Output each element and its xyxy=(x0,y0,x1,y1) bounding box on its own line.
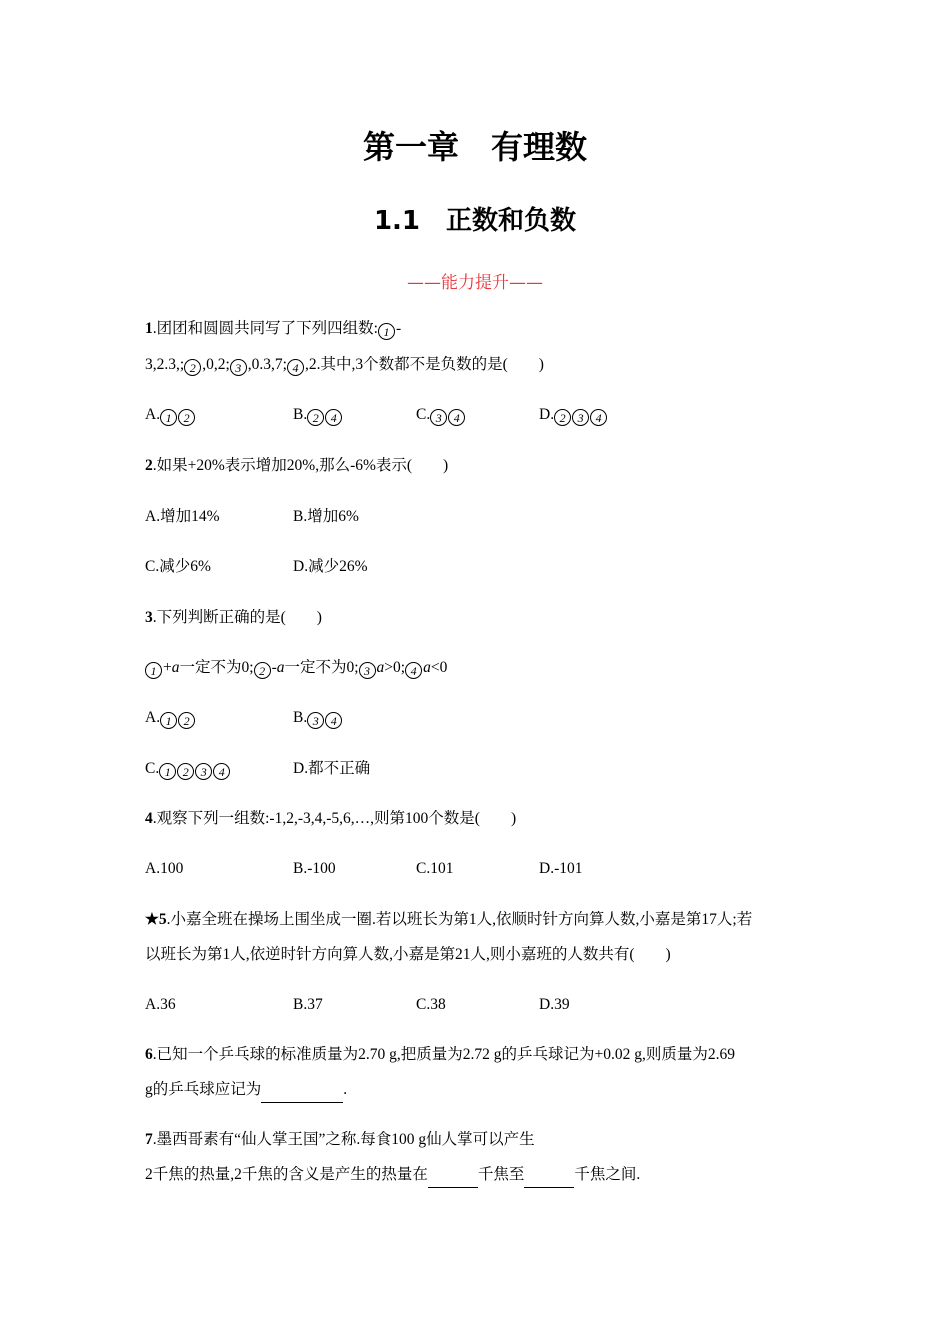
variable-a: a xyxy=(171,659,180,676)
option-label: A. xyxy=(145,709,161,726)
circled-number: 2 xyxy=(554,409,571,426)
question-2-option-c[interactable]: C.减少6% xyxy=(145,558,211,575)
circled-number: 4 xyxy=(448,409,465,426)
question-6-line-1 xyxy=(145,1045,735,1065)
statement-text: <0 xyxy=(430,659,448,676)
ability-banner: ——能力提升—— xyxy=(407,273,543,293)
question-5-line-2: 以班长为第1人,依逆时针方向算人数,小嘉是第21人,则小嘉班的人数共有( ) xyxy=(145,946,671,963)
question-4 xyxy=(145,809,516,829)
question-6-line-2 xyxy=(145,1080,347,1103)
question-number: ★5 xyxy=(145,911,167,928)
option-label: C. xyxy=(416,406,431,423)
option-label: C. xyxy=(145,760,160,777)
question-7-line-2 xyxy=(145,1165,640,1188)
statement-text: - xyxy=(271,659,277,676)
question-7-line-1 xyxy=(145,1130,535,1150)
question-number: 4 xyxy=(145,810,153,827)
option-label: A. xyxy=(145,406,161,423)
question-text: g的乒乓球应记为 xyxy=(145,1081,262,1098)
circled-number: 2 xyxy=(254,662,271,679)
question-text: .如果+20%表示增加20%,那么-6%表示( ) xyxy=(152,457,449,474)
variable-a: a xyxy=(276,659,285,676)
statement-text: + xyxy=(163,659,172,676)
question-4-option-c[interactable]: C.101 xyxy=(416,860,454,877)
question-text: .小嘉全班在操场上围坐成一圈.若以班长为第1人,依顺时针方向算人数,小嘉是第17人;若 xyxy=(166,911,753,928)
question-5-option-b[interactable]: B.37 xyxy=(293,996,323,1013)
circled-number: 2 xyxy=(178,712,195,729)
question-text: ,0,2; xyxy=(202,356,230,373)
question-1-option-a[interactable] xyxy=(145,405,196,426)
question-number: 6 xyxy=(145,1046,153,1063)
question-3-option-d[interactable]: D.都不正确 xyxy=(293,760,371,777)
question-1-option-b[interactable] xyxy=(293,405,343,426)
question-1-option-d[interactable] xyxy=(539,405,608,426)
question-3 xyxy=(145,608,322,628)
variable-a: a xyxy=(423,659,431,676)
circled-number: 3 xyxy=(195,763,212,780)
circled-number: 4 xyxy=(325,409,342,426)
circled-number: 3 xyxy=(430,409,447,426)
question-5-option-d[interactable]: D.39 xyxy=(539,996,570,1013)
question-text: ,0.3,7; xyxy=(247,356,287,373)
question-2-option-d[interactable]: D.减少26% xyxy=(293,558,368,575)
question-2 xyxy=(145,456,448,476)
question-text: . xyxy=(343,1081,348,1098)
circled-number: 1 xyxy=(378,323,395,340)
question-4-option-d[interactable]: D.-101 xyxy=(539,860,583,877)
question-text: 千焦至 xyxy=(477,1166,525,1183)
circled-number: 1 xyxy=(160,409,177,426)
circled-number: 1 xyxy=(160,712,177,729)
option-label: B. xyxy=(293,709,308,726)
question-1-option-c[interactable] xyxy=(416,405,466,426)
question-text: ,2.其中,3个数都不是负数的是( ) xyxy=(304,356,544,373)
question-3-option-a[interactable] xyxy=(145,708,196,729)
question-3-statements xyxy=(145,658,447,679)
answer-blank[interactable] xyxy=(428,1167,478,1188)
question-5-option-a[interactable]: A.36 xyxy=(145,996,176,1013)
question-text: 千焦之间. xyxy=(574,1166,641,1183)
circled-number: 2 xyxy=(178,409,195,426)
question-4-option-a[interactable]: A.100 xyxy=(145,860,184,877)
question-text: .已知一个乒乓球的标准质量为2.70 g,把质量为2.72 g的乒乓球记为+0.02 g,则质量为2.69 xyxy=(152,1046,735,1063)
circled-number: 4 xyxy=(213,763,230,780)
question-number: 7 xyxy=(145,1131,153,1148)
statement-text: 一定不为0; xyxy=(179,659,254,676)
question-text: .团团和圆圆共同写了下列四组数: xyxy=(152,320,378,337)
answer-blank[interactable] xyxy=(261,1082,343,1103)
option-label: B. xyxy=(293,406,308,423)
question-1-line-2 xyxy=(145,355,544,376)
section-title: 1.1 正数和负数 xyxy=(373,206,577,236)
circled-number: 1 xyxy=(145,662,162,679)
circled-number: 4 xyxy=(287,359,304,376)
answer-blank[interactable] xyxy=(524,1167,574,1188)
circled-number: 4 xyxy=(325,712,342,729)
question-text: - xyxy=(395,320,402,337)
circled-number: 1 xyxy=(159,763,176,780)
question-text: 2千焦的热量,2千焦的含义是产生的热量在 xyxy=(145,1166,428,1183)
circled-number: 3 xyxy=(230,359,247,376)
question-text: .下列判断正确的是( ) xyxy=(152,609,322,626)
circled-number: 2 xyxy=(177,763,194,780)
circled-number: 3 xyxy=(572,409,589,426)
circled-number: 4 xyxy=(405,662,422,679)
question-5-option-c[interactable]: C.38 xyxy=(416,996,446,1013)
question-number: 1 xyxy=(145,320,153,337)
question-text: .墨西哥素有“仙人掌王国”之称.每食100 g仙人掌可以产生 xyxy=(152,1131,535,1148)
circled-number: 2 xyxy=(184,359,201,376)
chapter-title: 第一章 有理数 xyxy=(362,128,587,166)
question-5-line-1 xyxy=(145,910,752,930)
question-text: .观察下列一组数:-1,2,-3,4,-5,6,…,则第100个数是( ) xyxy=(152,810,517,827)
circled-number: 3 xyxy=(359,662,376,679)
statement-text: >0; xyxy=(384,659,406,676)
circled-number: 4 xyxy=(590,409,607,426)
question-number: 2 xyxy=(145,457,153,474)
variable-a: a xyxy=(376,659,385,676)
question-text: 3,2.3,; xyxy=(145,356,185,373)
question-1-line-1 xyxy=(145,319,401,340)
question-number: 3 xyxy=(145,609,153,626)
question-4-option-b[interactable]: B.-100 xyxy=(293,860,336,877)
question-3-option-c[interactable] xyxy=(145,759,231,780)
circled-number: 2 xyxy=(307,409,324,426)
circled-number: 3 xyxy=(307,712,324,729)
question-2-option-a[interactable]: A.增加14% xyxy=(145,508,220,525)
question-2-option-b[interactable]: B.增加6% xyxy=(293,508,359,525)
statement-text: 一定不为0; xyxy=(284,659,359,676)
question-3-option-b[interactable] xyxy=(293,708,343,729)
option-label: D. xyxy=(539,406,555,423)
